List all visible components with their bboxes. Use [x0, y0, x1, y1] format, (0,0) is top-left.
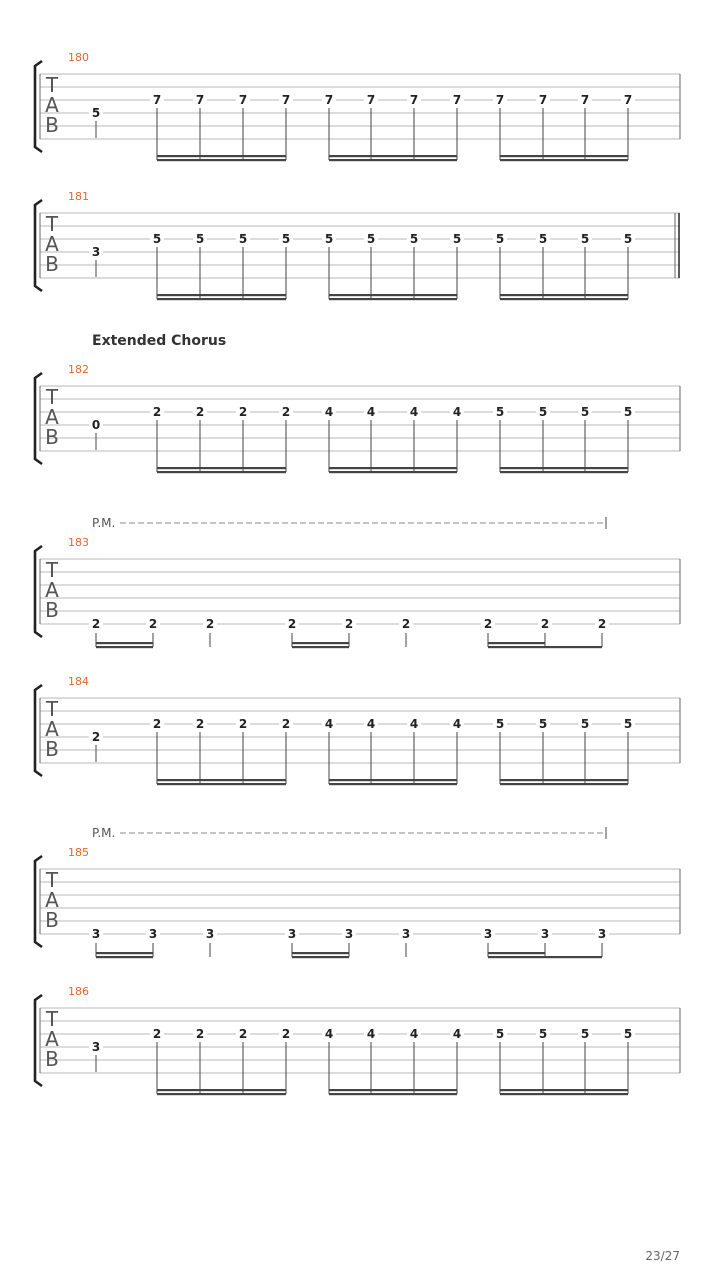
fret-number: 4	[452, 1027, 462, 1041]
fret-number: 5	[623, 717, 633, 731]
beam	[329, 471, 457, 473]
fret-number: 4	[409, 405, 419, 419]
fret-number: 7	[366, 93, 376, 107]
fret-number: 5	[495, 405, 505, 419]
fret-number: 5	[580, 405, 590, 419]
fret-number: 3	[91, 927, 101, 941]
fret-number: 2	[281, 1027, 291, 1041]
beam	[292, 642, 349, 644]
fret-number: 7	[580, 93, 590, 107]
fret-number: 3	[205, 927, 215, 941]
fret-number: 5	[238, 232, 248, 246]
system-bracket	[35, 200, 42, 291]
fret-number: 7	[324, 93, 334, 107]
tab-clef-letter: B	[45, 252, 59, 276]
measure-number: 182	[68, 363, 89, 376]
fret-number: 5	[366, 232, 376, 246]
fret-number: 2	[540, 617, 550, 631]
fret-number: 2	[152, 405, 162, 419]
fret-number: 2	[152, 717, 162, 731]
tab-clef-letter: A	[45, 405, 59, 429]
beam	[500, 294, 628, 296]
beam	[329, 1089, 457, 1091]
fret-number: 5	[195, 232, 205, 246]
tab-clef-letter: B	[45, 425, 59, 449]
beam	[329, 1093, 457, 1095]
fret-number: 5	[281, 232, 291, 246]
fret-number: 2	[195, 717, 205, 731]
fret-number: 2	[148, 617, 158, 631]
beam	[157, 471, 286, 473]
beam	[500, 159, 628, 161]
fret-number: 3	[287, 927, 297, 941]
beam	[157, 1089, 286, 1091]
fret-number: 2	[91, 730, 101, 744]
fret-number: 2	[344, 617, 354, 631]
tab-clef-letter: B	[45, 908, 59, 932]
fret-number: 5	[495, 232, 505, 246]
beam	[292, 646, 349, 648]
fret-number: 5	[409, 232, 419, 246]
tab-clef-letter: B	[45, 1047, 59, 1071]
tab-clef-letter: T	[45, 697, 59, 721]
fret-number: 7	[238, 93, 248, 107]
beam	[488, 642, 545, 644]
section-label: Extended Chorus	[92, 333, 227, 349]
fret-number: 5	[452, 232, 462, 246]
fret-number: 5	[538, 717, 548, 731]
fret-number: 4	[409, 1027, 419, 1041]
beam	[500, 298, 628, 300]
tab-clef-letter: T	[45, 385, 59, 409]
fret-number: 3	[483, 927, 493, 941]
fret-number: 5	[623, 232, 633, 246]
beam	[292, 952, 349, 954]
beam	[488, 952, 545, 954]
fret-number: 2	[91, 617, 101, 631]
measure-number: 180	[68, 51, 89, 64]
fret-number: 5	[324, 232, 334, 246]
tab-system-186	[35, 985, 680, 1095]
beam	[500, 1089, 628, 1091]
fret-number: 4	[366, 1027, 376, 1041]
beam	[329, 783, 457, 785]
system-bracket	[35, 995, 42, 1086]
beam	[329, 159, 457, 161]
fret-number: 2	[195, 1027, 205, 1041]
fret-number: 2	[401, 617, 411, 631]
fret-number: 7	[281, 93, 291, 107]
fret-number: 5	[623, 405, 633, 419]
tab-clef-letter: T	[45, 73, 59, 97]
tab-clef-letter: T	[45, 558, 59, 582]
tab-clef-letter: A	[45, 578, 59, 602]
beam	[157, 294, 286, 296]
fret-number: 7	[495, 93, 505, 107]
beam	[500, 471, 628, 473]
measure-number: 186	[68, 985, 89, 998]
fret-number: 2	[483, 617, 493, 631]
beam	[157, 1093, 286, 1095]
page-number: 23/27	[645, 1249, 680, 1263]
fret-number: 7	[152, 93, 162, 107]
palm-mute-label: P.M.	[92, 826, 116, 840]
tab-system-181	[35, 190, 680, 300]
fret-number: 3	[91, 1040, 101, 1054]
tab-clef-letter: A	[45, 1027, 59, 1051]
tab-system-183	[35, 516, 680, 648]
tab-clef-letter: A	[45, 888, 59, 912]
fret-number: 7	[409, 93, 419, 107]
beam	[500, 783, 628, 785]
fret-number: 4	[409, 717, 419, 731]
beam	[96, 956, 153, 958]
fret-number: 5	[495, 1027, 505, 1041]
tab-clef-letter: T	[45, 868, 59, 892]
fret-number: 2	[152, 1027, 162, 1041]
beam	[329, 779, 457, 781]
fret-number: 4	[324, 717, 334, 731]
fret-number: 3	[148, 927, 158, 941]
fret-number: 5	[623, 1027, 633, 1041]
tab-clef-letter: A	[45, 717, 59, 741]
fret-number: 5	[580, 717, 590, 731]
beam	[157, 298, 286, 300]
beam	[329, 467, 457, 469]
measure-number: 184	[68, 675, 89, 688]
fret-number: 2	[238, 405, 248, 419]
fret-number: 4	[452, 717, 462, 731]
system-bracket	[35, 546, 42, 637]
measure-number: 185	[68, 846, 89, 859]
beam	[96, 646, 153, 648]
fret-number: 5	[580, 1027, 590, 1041]
fret-number: 3	[91, 245, 101, 259]
fret-number: 4	[366, 717, 376, 731]
fret-number: 2	[195, 405, 205, 419]
fret-number: 4	[452, 405, 462, 419]
fret-number: 5	[495, 717, 505, 731]
beam	[329, 294, 457, 296]
tab-clef-letter: T	[45, 1007, 59, 1031]
beam	[157, 779, 286, 781]
beam	[500, 467, 628, 469]
beam	[488, 956, 602, 958]
fret-number: 7	[623, 93, 633, 107]
system-bracket	[35, 373, 42, 464]
fret-number: 5	[538, 232, 548, 246]
beam	[157, 159, 286, 161]
fret-number: 2	[281, 717, 291, 731]
beam	[157, 467, 286, 469]
fret-number: 7	[452, 93, 462, 107]
fret-number: 2	[238, 1027, 248, 1041]
tab-clef-letter: B	[45, 113, 59, 137]
fret-number: 2	[281, 405, 291, 419]
beam	[329, 155, 457, 157]
fret-number: 2	[205, 617, 215, 631]
fret-number: 3	[540, 927, 550, 941]
tab-clef-letter: T	[45, 212, 59, 236]
fret-number: 2	[597, 617, 607, 631]
beam	[96, 642, 153, 644]
fret-number: 3	[401, 927, 411, 941]
beam	[500, 779, 628, 781]
system-bracket	[35, 856, 42, 947]
system-bracket	[35, 685, 42, 776]
beam	[157, 783, 286, 785]
tab-system-185	[35, 826, 680, 958]
fret-number: 4	[366, 405, 376, 419]
beam	[500, 155, 628, 157]
fret-number: 2	[287, 617, 297, 631]
fret-number: 5	[538, 1027, 548, 1041]
fret-number: 7	[195, 93, 205, 107]
system-bracket	[35, 61, 42, 152]
beam	[329, 298, 457, 300]
measure-number: 181	[68, 190, 89, 203]
fret-number: 4	[324, 1027, 334, 1041]
fret-number: 4	[324, 405, 334, 419]
fret-number: 5	[91, 106, 101, 120]
fret-number: 0	[91, 418, 101, 432]
fret-number: 7	[538, 93, 548, 107]
beam	[500, 1093, 628, 1095]
tab-clef-letter: B	[45, 598, 59, 622]
fret-number: 5	[538, 405, 548, 419]
beam	[96, 952, 153, 954]
tab-system-182	[35, 333, 680, 473]
beam	[157, 155, 286, 157]
fret-number: 5	[152, 232, 162, 246]
tab-clef-letter: A	[45, 232, 59, 256]
tab-clef-letter: B	[45, 737, 59, 761]
beam	[488, 646, 602, 648]
fret-number: 3	[344, 927, 354, 941]
tab-clef-letter: A	[45, 93, 59, 117]
fret-number: 5	[580, 232, 590, 246]
fret-number: 2	[238, 717, 248, 731]
tab-system-180	[35, 51, 680, 161]
measure-number: 183	[68, 536, 89, 549]
beam	[292, 956, 349, 958]
tab-system-184	[35, 675, 680, 785]
fret-number: 3	[597, 927, 607, 941]
palm-mute-label: P.M.	[92, 516, 116, 530]
